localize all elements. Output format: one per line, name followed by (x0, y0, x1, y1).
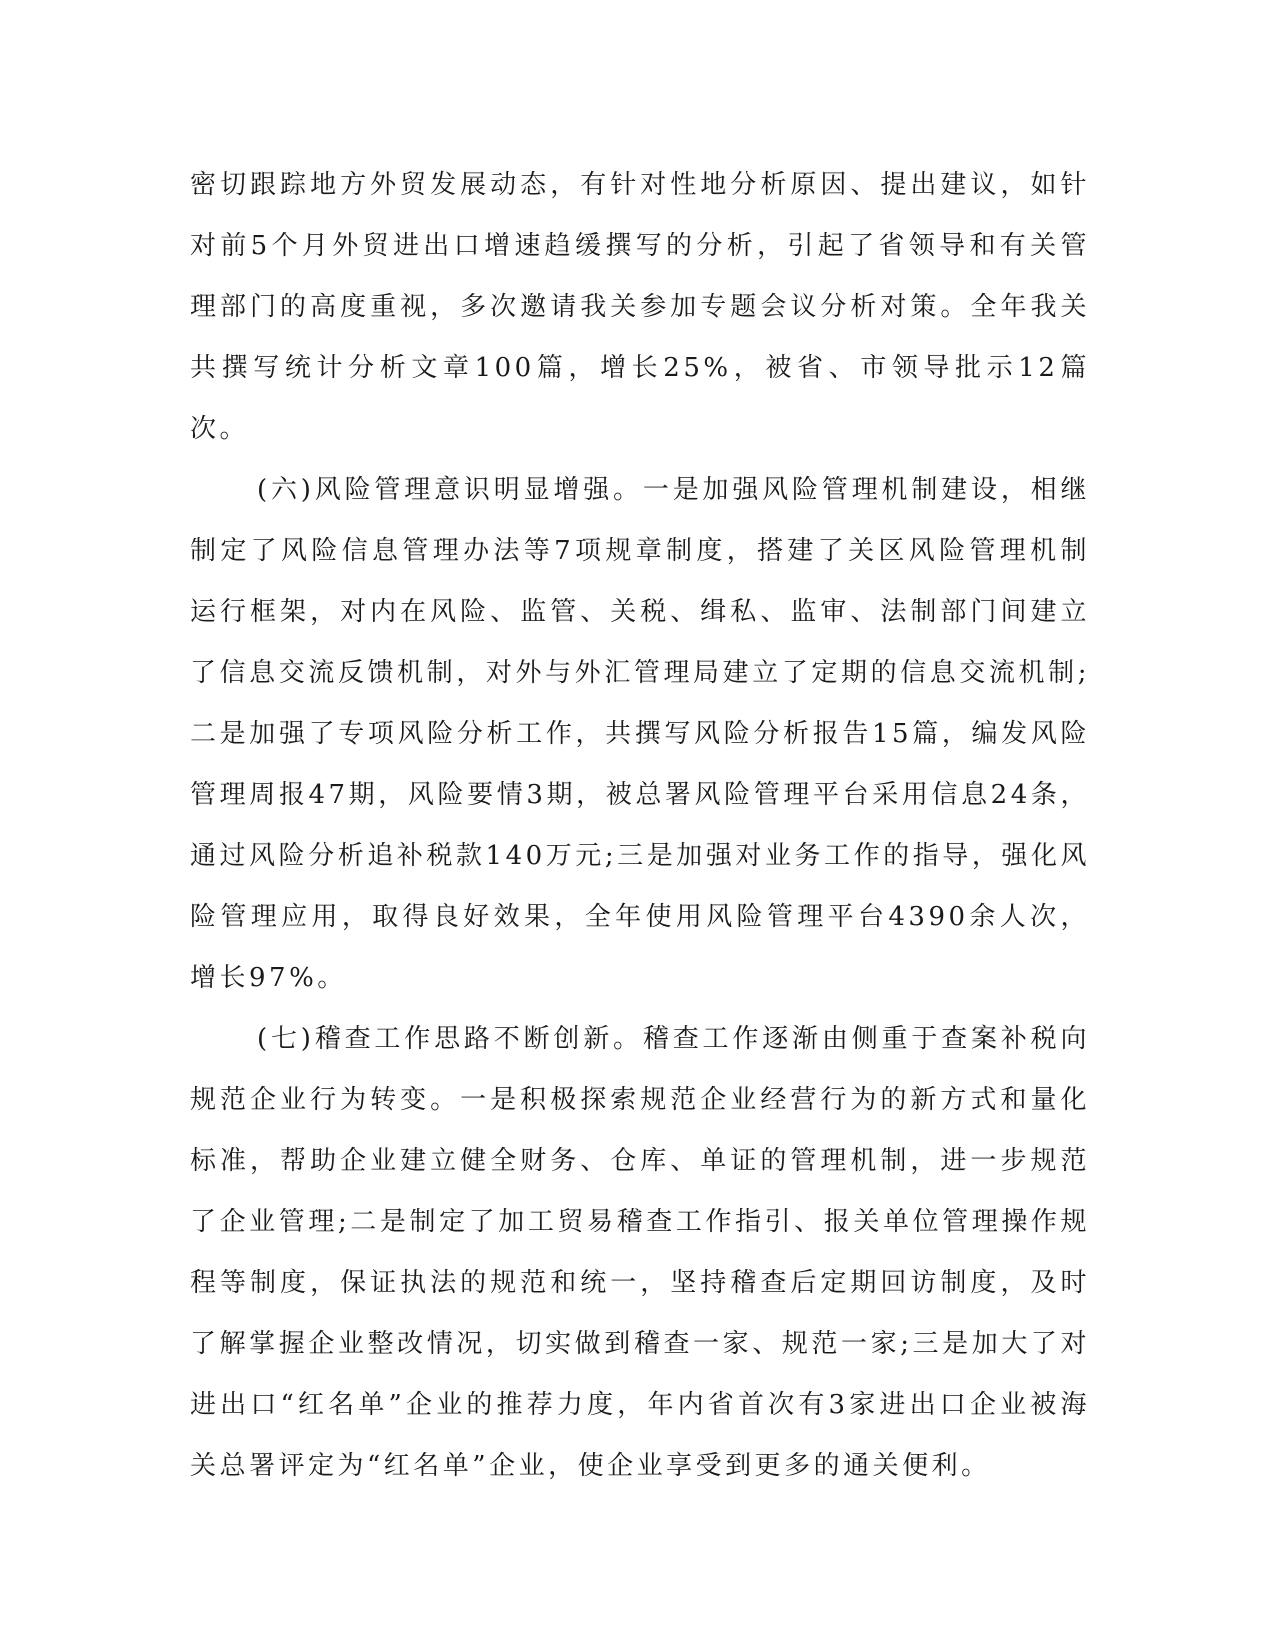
document-body (190, 155, 1090, 1497)
paragraph-statistics-analysis: 密切跟踪地方外贸发展动态，有针对性地分析原因、提出建议，如针对前5个月外贸进出口增速趋缓撰写的分析，引起了省领导和有关管理部门的高度重视，多次邀请我关参加专题会议分析对策。全年我关共撰写统计分析文章100篇，增长25%，被省、市领导批示12篇次。 (190, 170, 1090, 444)
paragraph-risk-management: (六)风险管理意识明显增强。一是加强风险管理机制建设，相继制定了风险信息管理办法等7项规章制度，搭建了关区风险管理机制运行框架，对内在风险、监管、关税、缉私、监审、法制部门间建立了信息交流反馈机制，对外与外汇管理局建立了定期的信息交流机制;二是加强了专项风险分析工作，共撰写风险分析报告15篇，编发风险管理周报47期，风险要情3期，被总署风险管理平台采用信息24条，通过风险分析追补税款140万元;三是加强对业务工作的指导，强化风险管理应用，取得良好效果，全年使用风险管理平台4390余人次，增长97%。 (190, 475, 1090, 993)
paragraph-audit-work: (七)稽查工作思路不断创新。稽查工作逐渐由侧重于查案补税向规范企业行为转变。一是积极探索规范企业经营行为的新方式和量化标准，帮助企业建立健全财务、仓库、单证的管理机制，进一步规范了企业管理;二是制定了加工贸易稽查工作指引、报关单位管理操作规程等制度，保证执法的规范和统一，坚持稽查后定期回访制度，及时了解掌握企业整改情况，切实做到稽查一家、规范一家;三是加大了对进出口“红名单”企业的推荐力度，年内省首次有3家进出口企业被海关总署评定为“红名单”企业，使企业享受到更多的通关便利。 (190, 1024, 1090, 1481)
